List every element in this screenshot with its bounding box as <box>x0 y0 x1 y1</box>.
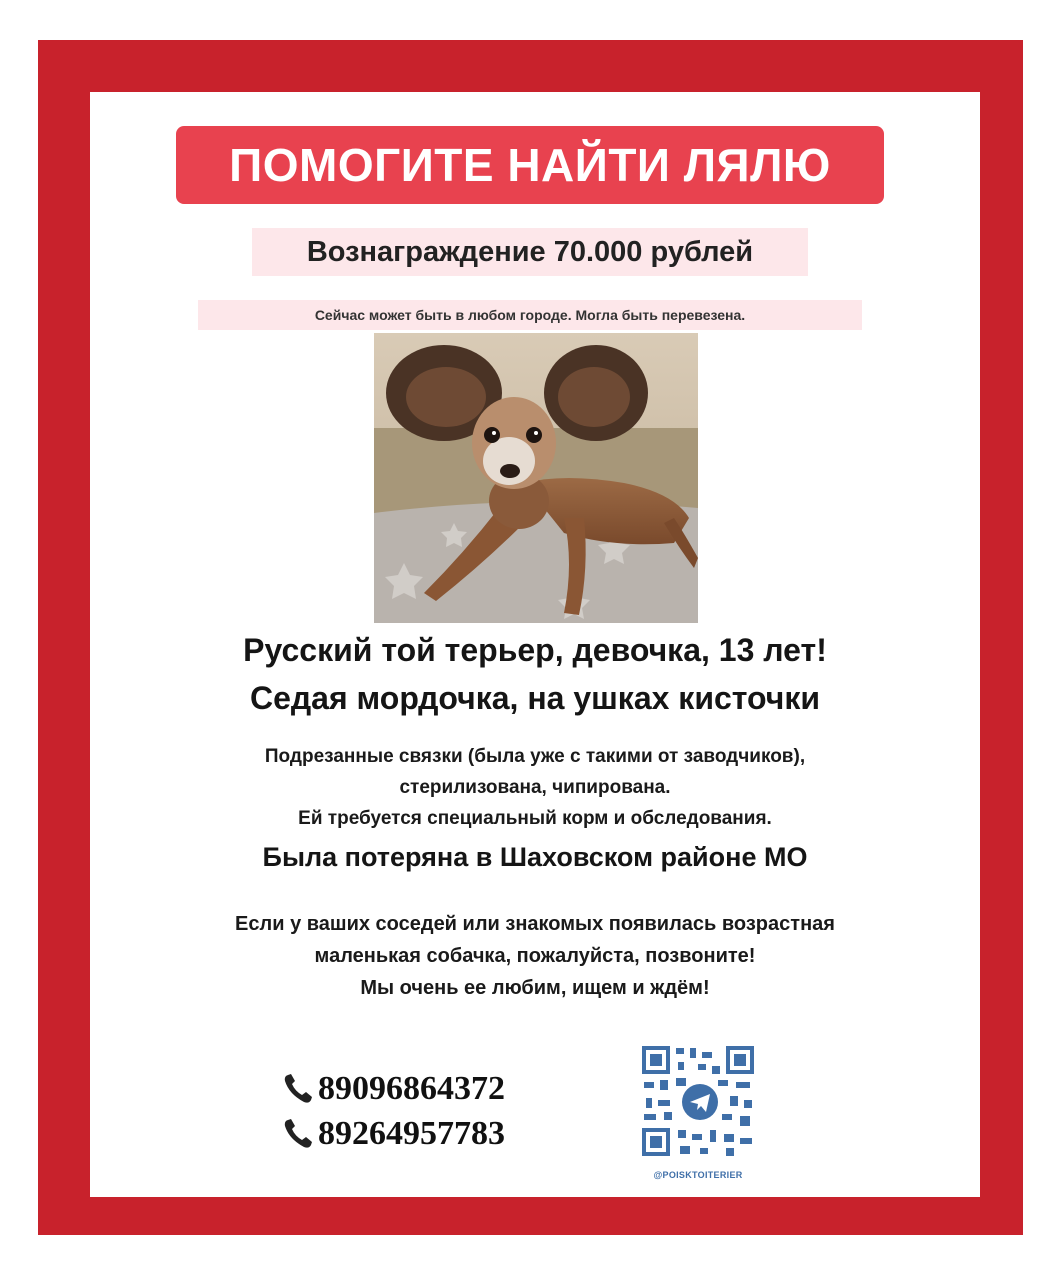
phone-icon <box>282 1117 314 1151</box>
breed-headline: Русский той терьер, девочка, 13 лет! <box>243 632 827 668</box>
detail-line: Подрезанные связки (была уже с такими от заводчиков), <box>264 746 806 767</box>
phone-number-text: 89096864372 <box>318 1070 505 1107</box>
reward-banner: Вознаграждение 70.000 рублей <box>252 228 808 276</box>
dog-photo <box>374 333 698 623</box>
appeal-line: Мы очень ее любим, ищем и ждём! <box>360 977 710 999</box>
lost-location: Была потеряна в Шаховском районе МО <box>262 842 808 872</box>
location-note: Сейчас может быть в любом городе. Могла быть перевезена. <box>198 300 862 330</box>
qr-handle: @POISKTOITERIER <box>653 1170 743 1180</box>
detail-line: стерилизована, чипирована. <box>399 777 671 798</box>
poster-title: ПОМОГИТЕ НАЙТИ ЛЯЛЮ <box>176 126 884 204</box>
phone-number-1[interactable] <box>282 1070 505 1108</box>
phone-number-text: 89264957783 <box>318 1115 505 1152</box>
appeal-line: маленькая собачка, пожалуйста, позвоните! <box>314 945 756 967</box>
appearance-headline: Седая мордочка, на ушках кисточки <box>249 680 821 716</box>
qr-code[interactable] <box>640 1044 756 1158</box>
appeal-line: Если у ваших соседей или знакомых появилась возрастная <box>235 913 835 935</box>
phone-number-2[interactable] <box>282 1115 505 1153</box>
detail-line: Ей требуется специальный корм и обследования. <box>298 808 772 829</box>
phone-icon <box>282 1072 314 1106</box>
